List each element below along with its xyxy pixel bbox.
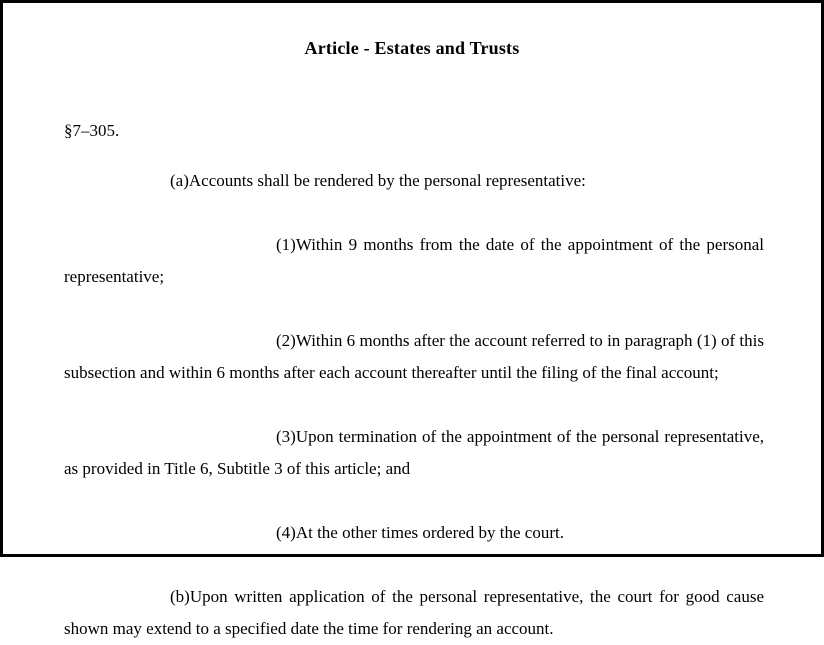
paragraph-text-3: Upon termination of the appointment of the personal representative, as provided in Title 6, Subtitle 3 of this article; and bbox=[64, 427, 764, 478]
paragraph-b bbox=[64, 581, 764, 645]
page-title: Article - Estates and Trusts bbox=[304, 38, 520, 58]
paragraph-text-2: Within 6 months after the account referred to in paragraph (1) of this subsection and within 6 months after each account thereafter until the filing of the final account; bbox=[64, 331, 764, 382]
paragraph-text-b: Upon written application of the personal representative, the court for good cause shown may extend to a specified date the time for rendering an account. bbox=[64, 587, 764, 638]
paragraph-text-1: Within 9 months from the date of the appointment of the personal representative; bbox=[64, 235, 764, 286]
section-number: §7–305. bbox=[64, 121, 120, 140]
paragraph-marker-b: (b) bbox=[170, 587, 190, 606]
paragraph-3 bbox=[64, 421, 764, 485]
paragraph-2 bbox=[64, 325, 764, 389]
paragraph-4 bbox=[64, 517, 764, 549]
paragraph-text-4: At the other times ordered by the court. bbox=[295, 523, 564, 542]
paragraph-marker-1: (1) bbox=[276, 235, 296, 254]
paragraph-1 bbox=[64, 229, 764, 293]
paragraph-a bbox=[64, 165, 764, 197]
paragraph-marker-4: (4) bbox=[276, 523, 296, 542]
document-body bbox=[64, 115, 764, 645]
paragraph-marker-3: (3) bbox=[276, 427, 296, 446]
paragraph-marker-2: (2) bbox=[276, 331, 296, 350]
paragraph-marker-a: (a) bbox=[170, 171, 189, 190]
page-content-area bbox=[3, 3, 821, 638]
paragraph-text-a: Accounts shall be rendered by the personal representative: bbox=[188, 171, 586, 190]
